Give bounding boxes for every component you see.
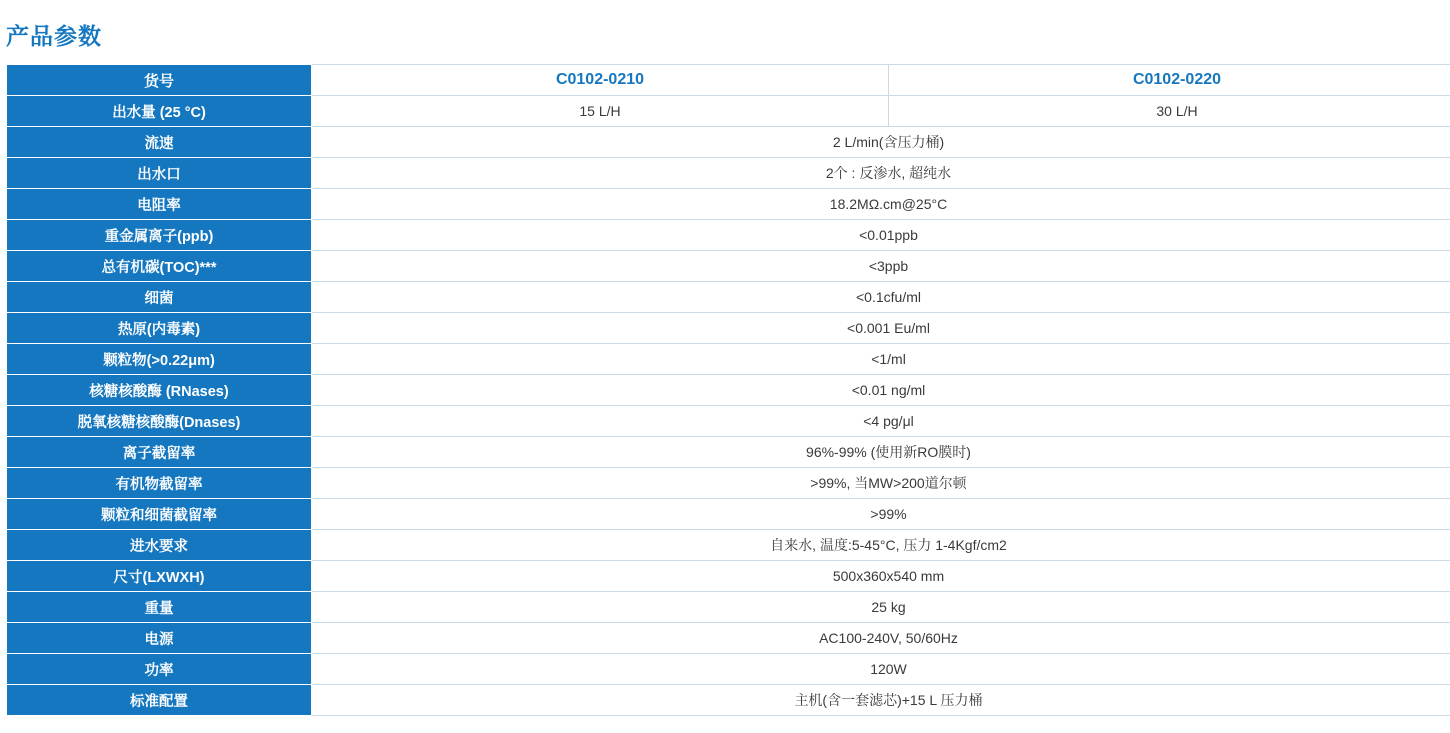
row-label: 电阻率 [7,189,312,220]
table-row [7,592,1450,623]
row-label: 颗粒物(>0.22μm) [7,344,312,375]
table-row [7,313,1450,344]
row-value: 96%-99% (使用新RO膜时) [312,437,1450,468]
row-label: 细菌 [7,282,312,313]
row-label: 货号 [7,65,312,96]
table-row [7,189,1450,220]
row-value: AC100-240V, 50/60Hz [312,623,1450,654]
row-value: <0.001 Eu/ml [312,313,1450,344]
table-body [7,65,1450,716]
row-label: 电源 [7,623,312,654]
row-value: 自来水, 温度:5-45°C, 压力 1-4Kgf/cm2 [312,530,1450,561]
row-value: >99% [312,499,1450,530]
table-row [7,623,1450,654]
row-label: 有机物截留率 [7,468,312,499]
row-value: <1/ml [312,344,1450,375]
product-parameters-table [6,64,1450,716]
table-row [7,685,1450,716]
row-label: 标准配置 [7,685,312,716]
row-value: 2 L/min(含压力桶) [312,127,1450,158]
table-row [7,158,1450,189]
row-value: <0.1cfu/ml [312,282,1450,313]
table-row [7,530,1450,561]
row-value: 25 kg [312,592,1450,623]
row-label: 热原(内毒素) [7,313,312,344]
row-value: <0.01ppb [312,220,1450,251]
row-label: 总有机碳(TOC)*** [7,251,312,282]
row-value: 500x360x540 mm [312,561,1450,592]
table-row [7,65,1450,96]
row-label: 功率 [7,654,312,685]
row-value: 2个 : 反渗水, 超纯水 [312,158,1450,189]
table-row [7,127,1450,158]
row-value: 15 L/H [312,96,889,127]
row-value: <4 pg/μl [312,406,1450,437]
row-value: 30 L/H [889,96,1450,127]
row-label: 进水要求 [7,530,312,561]
row-label: 重量 [7,592,312,623]
row-value: C0102-0210 [312,65,889,96]
row-value: <0.01 ng/ml [312,375,1450,406]
row-value: 主机(含一套滤芯)+15 L 压力桶 [312,685,1450,716]
page-title: 产品参数 [6,23,102,49]
table-row [7,96,1450,127]
row-value: <3ppb [312,251,1450,282]
row-value: C0102-0220 [889,65,1450,96]
table-row [7,251,1450,282]
row-value: 120W [312,654,1450,685]
row-label: 尺寸(LXWXH) [7,561,312,592]
row-label: 重金属离子(ppb) [7,220,312,251]
row-value: 18.2MΩ.cm@25°C [312,189,1450,220]
row-label: 流速 [7,127,312,158]
table-row [7,561,1450,592]
row-label: 脱氧核糖核酸酶(Dnases) [7,406,312,437]
table-row [7,375,1450,406]
table-row [7,344,1450,375]
row-label: 颗粒和细菌截留率 [7,499,312,530]
table-row [7,654,1450,685]
table-row [7,282,1450,313]
row-label: 离子截留率 [7,437,312,468]
table-row [7,406,1450,437]
row-value: >99%, 当MW>200道尔顿 [312,468,1450,499]
table-row [7,468,1450,499]
table-row [7,499,1450,530]
table-row [7,220,1450,251]
row-label: 出水口 [7,158,312,189]
row-label: 出水量 (25 °C) [7,96,312,127]
table-row [7,437,1450,468]
row-label: 核糖核酸酶 (RNases) [7,375,312,406]
